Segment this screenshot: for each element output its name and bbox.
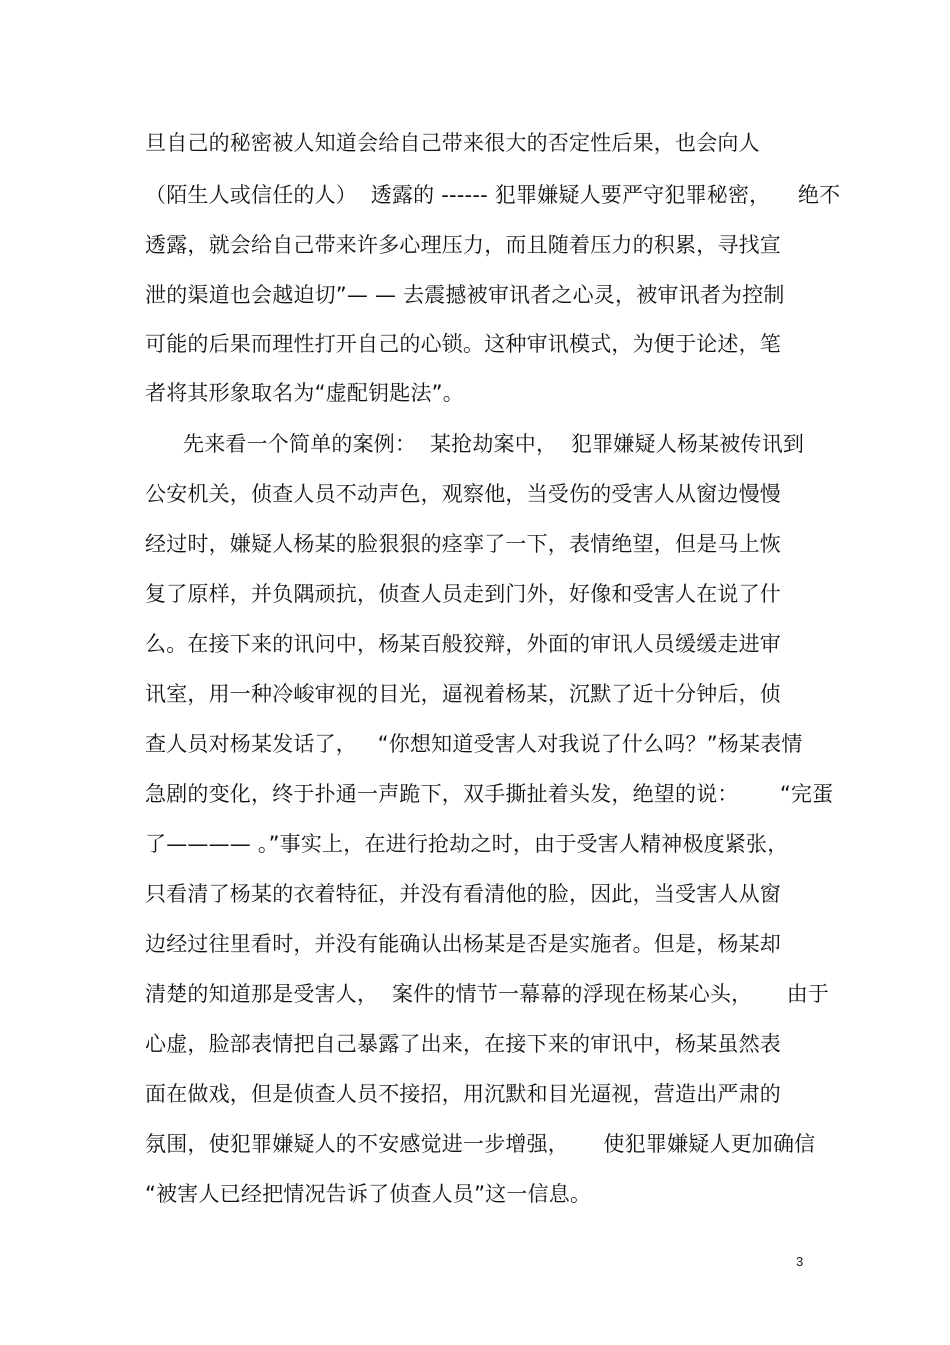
text-line: 面在做戏，但是侦查人员不接招，用沉默和目光逼视，营造出严肃的 [145, 1082, 781, 1106]
text-line: 经过时，嫌疑人杨某的脸狠狠的痉挛了一下，表情绝望，但是马上恢 [145, 532, 781, 556]
text-line: 急剧的变化，终于扑通一声跪下，双手撕扯着头发，绝望的说： “完蛋 [145, 782, 834, 806]
text-line: 边经过往里看时，并没有能确认出杨某是否是实施者。但是，杨某却 [145, 932, 781, 956]
text-line: 公安机关，侦查人员不动声色，观察他，当受伤的受害人从窗边慢慢 [145, 482, 781, 506]
text-line: 者将其形象取名为“虚配钥匙法”。 [145, 381, 464, 405]
text-line: （陌生人或信任的人） 透露的 ------ 犯罪嫌疑人要严守犯罪秘密， 绝不 [145, 183, 841, 207]
page-number: 3 [796, 1254, 804, 1269]
text-line: “被害人已经把情况告诉了侦查人员”这一信息。 [145, 1182, 592, 1206]
text-line: 讯室，用一种冷峻审视的目光，逼视着杨某，沉默了近十分钟后，侦 [145, 682, 781, 706]
text-line: 复了原样，并负隅顽抗，侦查人员走到门外，好像和受害人在说了什 [145, 582, 781, 606]
text-line: 只看清了杨某的衣着特征，并没有看清他的脸，因此，当受害人从窗 [145, 882, 781, 906]
text-line: 心虚，脸部表情把自己暴露了出来，在接下来的审讯中，杨某虽然表 [145, 1032, 781, 1056]
text-line: 泄的渠道也会越迫切”— — 去震撼被审讯者之心灵，被审讯者为控制 [145, 283, 785, 307]
text-line: 了———— 。”事实上，在进行抢劫之时，由于受害人精神极度紧张， [145, 832, 789, 856]
text-line: 旦自己的秘密被人知道会给自己带来很大的否定性后果，也会向人 [145, 131, 760, 155]
text-line: 透露，就会给自己带来许多心理压力，而且随着压力的积累，寻找宣 [145, 233, 781, 257]
text-line: 么。在接下来的讯问中，杨某百般狡辩，外面的审讯人员缓缓走进审 [145, 632, 781, 656]
text-line: 先来看一个简单的案例： 某抢劫案中， 犯罪嫌疑人杨某被传讯到 [183, 432, 805, 456]
text-line: 氛围，使犯罪嫌疑人的不安感觉进一步增强， 使犯罪嫌疑人更加确信 [145, 1132, 816, 1156]
text-line: 可能的后果而理性打开自己的心锁。这种审讯模式，为便于论述，笔 [145, 332, 781, 356]
text-line: 查人员对杨某发话了， “你想知道受害人对我说了什么吗？”杨某表情 [145, 732, 803, 756]
text-line: 清楚的知道那是受害人， 案件的情节一幕幕的浮现在杨某心头， 由于 [145, 982, 830, 1006]
